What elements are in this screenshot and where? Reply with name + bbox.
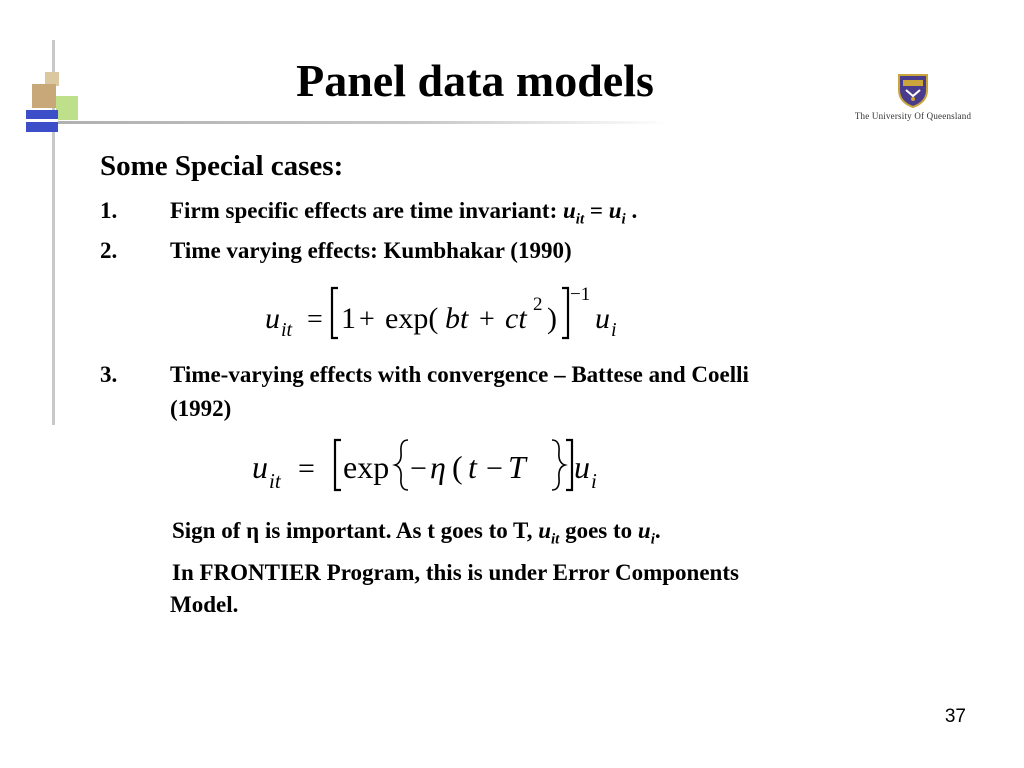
item-text <box>170 198 637 229</box>
eq-bracket-left <box>335 440 341 490</box>
math-var: u <box>608 198 622 223</box>
eq-u-i: u <box>595 302 610 335</box>
eq-exponent-minus-one: −1 <box>570 284 591 305</box>
decorative-stripe <box>26 119 58 122</box>
note-text: . <box>654 518 661 543</box>
note-text: is important. As t goes to T, <box>259 518 539 543</box>
eq-equals: = <box>307 304 323 335</box>
eq-sub-i: i <box>591 469 597 493</box>
eq-bracket-left <box>332 288 338 338</box>
section-heading: Some Special cases: <box>100 150 344 182</box>
eq-u: u <box>265 302 280 335</box>
eq-sub-it: it <box>269 469 281 493</box>
item-text-line2: (1992) <box>170 396 232 421</box>
note-frontier-line2: Model. <box>170 592 239 617</box>
eq-open-paren: ( <box>452 449 463 485</box>
item-text: Time varying effects: Kumbhakar (1990) <box>170 238 572 263</box>
note-eta-symbol: η <box>246 518 260 543</box>
eq-bt: bt <box>445 302 469 335</box>
math-var: u <box>562 198 576 223</box>
slide-title: Panel data models <box>296 55 654 106</box>
university-logo <box>838 68 988 128</box>
item-text-main: Firm specific effects are time invariant: <box>170 198 563 223</box>
decorative-horizontal-line <box>52 121 672 124</box>
item-tail: . <box>625 198 638 223</box>
university-name: The University Of Queensland <box>854 111 972 121</box>
eq-sub-it: it <box>281 319 293 341</box>
item-number: 1. <box>100 198 118 223</box>
eq-sub-i: i <box>611 319 617 341</box>
math-subscript: it <box>551 531 560 548</box>
eq-exponent-2: 2 <box>533 294 543 315</box>
math-equals: = <box>584 198 609 223</box>
eq-bracket-right <box>562 288 568 338</box>
crest-icon <box>894 72 932 108</box>
eq-plus: + <box>359 304 375 335</box>
eq-exp: exp <box>343 449 390 485</box>
math-subscript: it <box>575 211 585 228</box>
eq-one: 1 <box>341 302 356 335</box>
note-sign-of-eta <box>172 518 661 549</box>
note-frontier-line1: In FRONTIER Program, this is under Error Components <box>172 560 739 585</box>
eq-brace-right <box>552 440 565 490</box>
equation-battese-coelli <box>240 432 620 496</box>
eq-minus: − <box>410 452 427 485</box>
note-text: Sign of <box>172 518 247 543</box>
math-var: u <box>637 518 651 543</box>
math-subscript: i <box>650 531 655 548</box>
eq-T: T <box>508 449 526 485</box>
eq-u: u <box>252 449 268 485</box>
math-var: u <box>538 518 551 543</box>
eq-exp: exp( <box>385 302 439 335</box>
equation-kumbhakar <box>255 280 655 344</box>
item-number: 3. <box>100 362 118 387</box>
eq-eta: η <box>430 449 446 485</box>
eq-u-i: u <box>574 449 590 485</box>
eq-equals: = <box>298 452 315 485</box>
eq-t: t <box>468 449 477 485</box>
eq-ct: ct <box>505 302 527 335</box>
item-number: 2. <box>100 238 118 263</box>
note-text: goes to <box>559 518 638 543</box>
eq-minus2: − <box>486 452 503 485</box>
eq-brace-left <box>395 440 408 490</box>
eq-plus2: + <box>479 304 495 335</box>
eq-close-paren: ) <box>547 302 557 335</box>
math-subscript: i <box>621 211 626 228</box>
page-number: 37 <box>944 706 966 727</box>
item-text-line1: Time-varying effects with convergence – Battese and Coelli <box>170 362 749 387</box>
